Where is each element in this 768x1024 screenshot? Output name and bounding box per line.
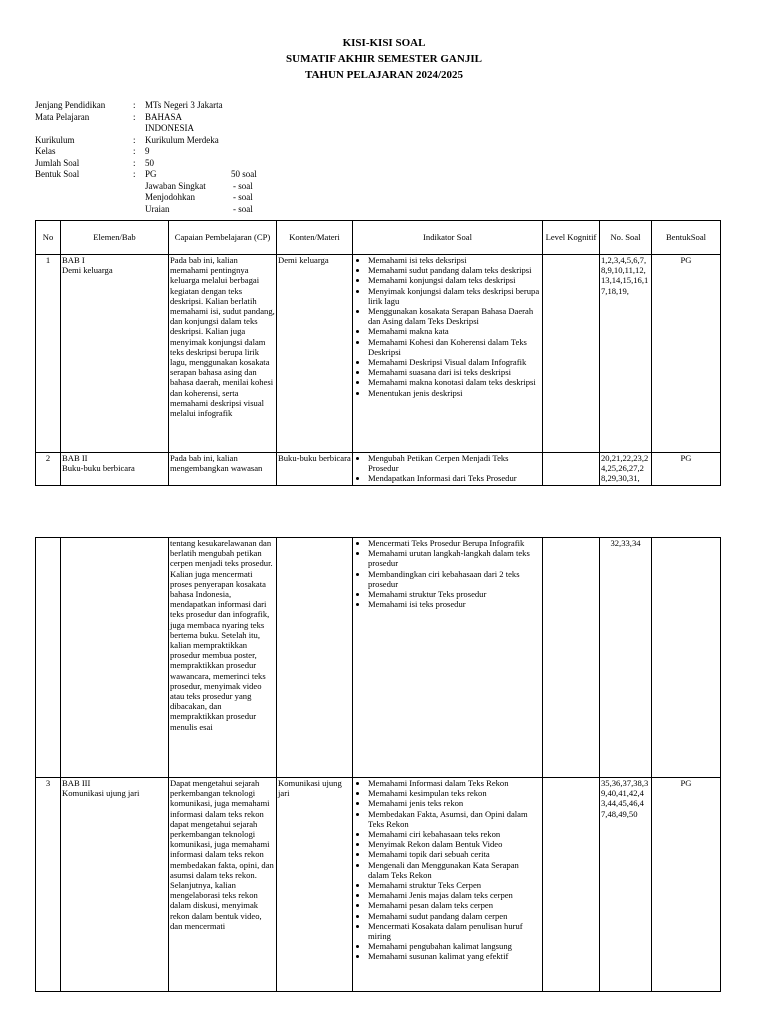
bentuk-sub-label: Jawaban Singkat: [145, 180, 206, 191]
indikator-item: • Memahami jenis teks rekon: [368, 798, 541, 808]
row-nosoal: 1,2,3,4,5,6,7,8,9,10,11,12,13,14,15,16,17,18,19,: [600, 255, 652, 453]
indikator-item: • Memahami Informasi dalam Teks Rekon: [368, 778, 541, 788]
document-meta: [35, 100, 257, 215]
meta-label: Kelas: [35, 146, 56, 156]
indikator-item: • Membandingkan ciri kebahasaan dari 2 teks prosedur: [368, 569, 541, 589]
document-title-line3: TAHUN PELAJARAN 2024/2025: [304, 69, 464, 81]
indikator-item: • Mencermati Kosakata dalam penulisan huruf miring: [368, 921, 541, 941]
indikator-item: • Memahami susunan kalimat yang efektif: [368, 951, 541, 961]
row-bentuk: [652, 538, 721, 778]
meta-colon: :: [133, 146, 136, 156]
meta-row: [35, 169, 257, 181]
meta-row: [35, 146, 257, 158]
row-elemen: [61, 255, 169, 453]
indikator-item: • Memahami topik dari sebuah cerita: [368, 849, 541, 859]
indikator-item: • Menyimak Rekon dalam Bentuk Video: [368, 839, 541, 849]
row-nosoal: 20,21,22,23,24,25,26,27,28,29,30,31,: [600, 453, 652, 486]
row-elemen: [61, 778, 169, 992]
header-bentuk: BentukSoal: [652, 221, 721, 255]
table-row: [36, 453, 721, 486]
row-cp: tentang kesukarelawanan dan berlatih mengubah petikan cerpen menjadi teks prosedur. Kalian juga mencermati proses penyerapan kosakata bahasa Indonesia, mendapatkan informasi dari teks prosedur dan infografik, juga membaca nyaring teks bertema buku. Setelah itu, kalian mempraktikkan prosedur membua poster, mempraktikkan prosedur wawancara, memerinci teks prosedur, menyimak video atau teks prosedur yang dibacakan, dan mempraktikkan prosedur menulis esai: [169, 538, 277, 778]
row-konten: Buku-buku berbicara: [277, 453, 353, 486]
meta-value: Kurikulum Merdeka: [145, 134, 219, 145]
meta-colon: :: [133, 100, 136, 110]
row-bab: BAB I: [62, 255, 85, 265]
row-indikator: [353, 453, 543, 486]
meta-value: 9: [145, 146, 150, 156]
indikator-item: • Membedakan Fakta, Asumsi, dan Opini dalam Teks Rekon: [368, 809, 541, 829]
indikator-item: • Memahami isi teks prosedur: [368, 599, 541, 609]
bentuk-sub-row: [35, 192, 257, 204]
bentuk-sub-row: [35, 181, 257, 193]
indikator-item: • Memahami sudut pandang dalam teks deskripsi: [368, 265, 541, 275]
indikator-item: • Memahami konjungsi dalam teks deskripsi: [368, 275, 541, 285]
meta-label: Jumlah Soal: [35, 157, 80, 168]
meta-value: 50: [145, 157, 154, 168]
meta-value: PG: [145, 169, 157, 179]
row-indikator: [353, 255, 543, 453]
bentuk-sub-label: Uraian: [145, 203, 170, 214]
document-title-line1: KISI-KISI SOAL: [342, 37, 426, 49]
indikator-item: • Memahami sudut pandang dalam cerpen: [368, 911, 541, 921]
indikator-item: • Memahami Kohesi dan Koherensi dalam Teks Deskripsi: [368, 337, 541, 357]
row-level: [543, 778, 600, 992]
document-title-line2: SUMATIF AKHIR SEMESTER GANJIL: [286, 53, 482, 65]
meta-extra: 50 soal: [231, 169, 257, 179]
row-konten: Komunikasi ujung jari: [277, 778, 353, 992]
meta-row: [35, 135, 257, 147]
header-indikator: Indikator Soal: [353, 221, 543, 255]
indikator-item: • Memahami urutan langkah-langkah dalam teks prosedur: [368, 548, 541, 568]
kisi-table-page1: [35, 220, 721, 486]
row-indikator: [353, 778, 543, 992]
row-level: [543, 453, 600, 486]
indikator-item: • Memahami struktur Teks prosedur: [368, 589, 541, 599]
kisi-table-page2: [35, 537, 721, 992]
meta-colon: :: [133, 157, 136, 168]
row-bab: BAB II: [62, 453, 88, 463]
row-elemen-title: Demi keluarga: [62, 265, 113, 276]
table-row-continuation: [36, 538, 721, 778]
indikator-item: • Mengubah Petikan Cerpen Menjadi Teks Prosedur: [368, 453, 541, 473]
indikator-list: [354, 538, 541, 609]
indikator-item: • Memahami suasana dari isi teks deskripsi: [368, 367, 541, 377]
meta-value: MTs Negeri 3 Jakarta: [145, 100, 223, 110]
row-no: 3: [36, 778, 61, 992]
meta-label: Kurikulum: [35, 134, 75, 145]
row-elemen-title: Buku-buku berbicara: [62, 463, 135, 474]
bentuk-sub-row: [35, 204, 257, 216]
meta-colon: :: [133, 169, 136, 179]
indikator-list: [354, 255, 541, 398]
indikator-item: • Memahami Deskripsi Visual dalam Infografik: [368, 357, 541, 367]
row-konten: [277, 538, 353, 778]
row-level: [543, 538, 600, 778]
indikator-item: • Memahami kesimpulan teks rekon: [368, 788, 541, 798]
meta-label: Mata Pelajaran: [35, 111, 90, 122]
row-no: 1: [36, 255, 61, 453]
header-level: Level Kognitif: [543, 221, 600, 255]
meta-row: [35, 158, 257, 170]
table-row: [36, 255, 721, 453]
row-indikator: [353, 538, 543, 778]
meta-row: [35, 100, 257, 112]
indikator-item: • Memahami ciri kebahasaan teks rekon: [368, 829, 541, 839]
indikator-item: • Menggunakan kosakata Serapan Bahasa Daerah dan Asing dalam Teks Deskripsi: [368, 306, 541, 326]
row-bentuk: PG: [652, 453, 721, 486]
row-elemen: [61, 538, 169, 778]
table-row: [36, 778, 721, 992]
indikator-list: [354, 778, 541, 962]
indikator-list: [354, 453, 541, 484]
row-cp: Pada bab ini, kalian memahami pentingnya keluarga melalui berbagai kegiatan dengan teks deskripsi. Kalian berlatih memahami isi, sudut pandang, dan konjungsi dalam teks deskripsi. Kalian juga menyimak konjungsi dalam teks deskripsi berupa lirik lagu, menggunakan kosakata serapan bahasa asing dan bahasa daerah, menilai kohesi dan koherensi, serta memahami deskripsi visual melalui infografik: [169, 255, 277, 453]
row-cp: Pada bab ini, kalian mengembangkan wawasan: [169, 453, 277, 486]
indikator-item: • Menyimak konjungsi dalam teks deskripsi berupa lirik lagu: [368, 286, 541, 306]
header-cp: Capaian Pembelajaran (CP): [169, 221, 277, 255]
row-nosoal: 35,36,37,38,39,40,41,42,43,44,45,46,47,48,49,50: [600, 778, 652, 992]
indikator-item: • Memahami struktur Teks Cerpen: [368, 880, 541, 890]
row-nosoal: 32,33,34: [600, 538, 652, 778]
bentuk-sub-value: - soal: [233, 192, 253, 202]
meta-value: BAHASA INDONESIA: [145, 111, 194, 133]
meta-row: [35, 112, 257, 135]
row-konten: Demi keluarga: [277, 255, 353, 453]
indikator-item: • Menentukan jenis deskripsi: [368, 388, 541, 398]
meta-label: Bentuk Soal: [35, 169, 80, 179]
row-no: 2: [36, 453, 61, 486]
indikator-item: • Mendapatkan Informasi dari Teks Prosedur: [368, 473, 541, 483]
indikator-item: • Memahami Jenis majas dalam teks cerpen: [368, 890, 541, 900]
row-bab: BAB III: [62, 778, 91, 788]
row-level: [543, 255, 600, 453]
indikator-item: • Memahami makna konotasi dalam teks deskripsi: [368, 377, 541, 387]
indikator-item: • Mencermati Teks Prosedur Berupa Infografik: [368, 538, 541, 548]
indikator-item: • Memahami isi teks deksripsi: [368, 255, 541, 265]
bentuk-sub-value: - soal: [233, 203, 253, 214]
bentuk-sub-value: - soal: [233, 180, 253, 191]
header-elemen: Elemen/Bab: [61, 221, 169, 255]
row-cp: Dapat mengetahui sejarah perkembangan teknologi komunikasi, juga memahami informasi dalam teks rekon dapat mengetahui sejarah perkembangan teknologi komunikasi, juga memahami informasi dalam teks rekon membedakan fakta, opini, dan asumsi dalam teks rekon. Selanjutnya, kalian mengelaborasi teks rekon dalam diskusi, menyimak rekon dalam bentuk video, dan mencermati: [169, 778, 277, 992]
meta-colon: :: [133, 134, 136, 145]
indikator-item: • Memahami pengubahan kalimat langsung: [368, 941, 541, 951]
indikator-item: • Memahami pesan dalam teks cerpen: [368, 900, 541, 910]
indikator-item: • Mengenali dan Menggunakan Kata Serapan dalam Teks Rekon: [368, 860, 541, 880]
indikator-item: • Memahami makna kata: [368, 326, 541, 336]
table-header-row: [36, 221, 721, 255]
row-elemen: [61, 453, 169, 486]
row-bentuk: PG: [652, 778, 721, 992]
row-bentuk: PG: [652, 255, 721, 453]
meta-colon: :: [133, 111, 136, 122]
header-konten: Konten/Materi: [277, 221, 353, 255]
bentuk-sub-label: Menjodohkan: [145, 192, 195, 202]
row-elemen-title: Komunikasi ujung jari: [62, 788, 140, 799]
header-no: No: [36, 221, 61, 255]
header-nosoal: No. Soal: [600, 221, 652, 255]
meta-label: Jenjang Pendidikan: [35, 100, 106, 110]
row-no: [36, 538, 61, 778]
